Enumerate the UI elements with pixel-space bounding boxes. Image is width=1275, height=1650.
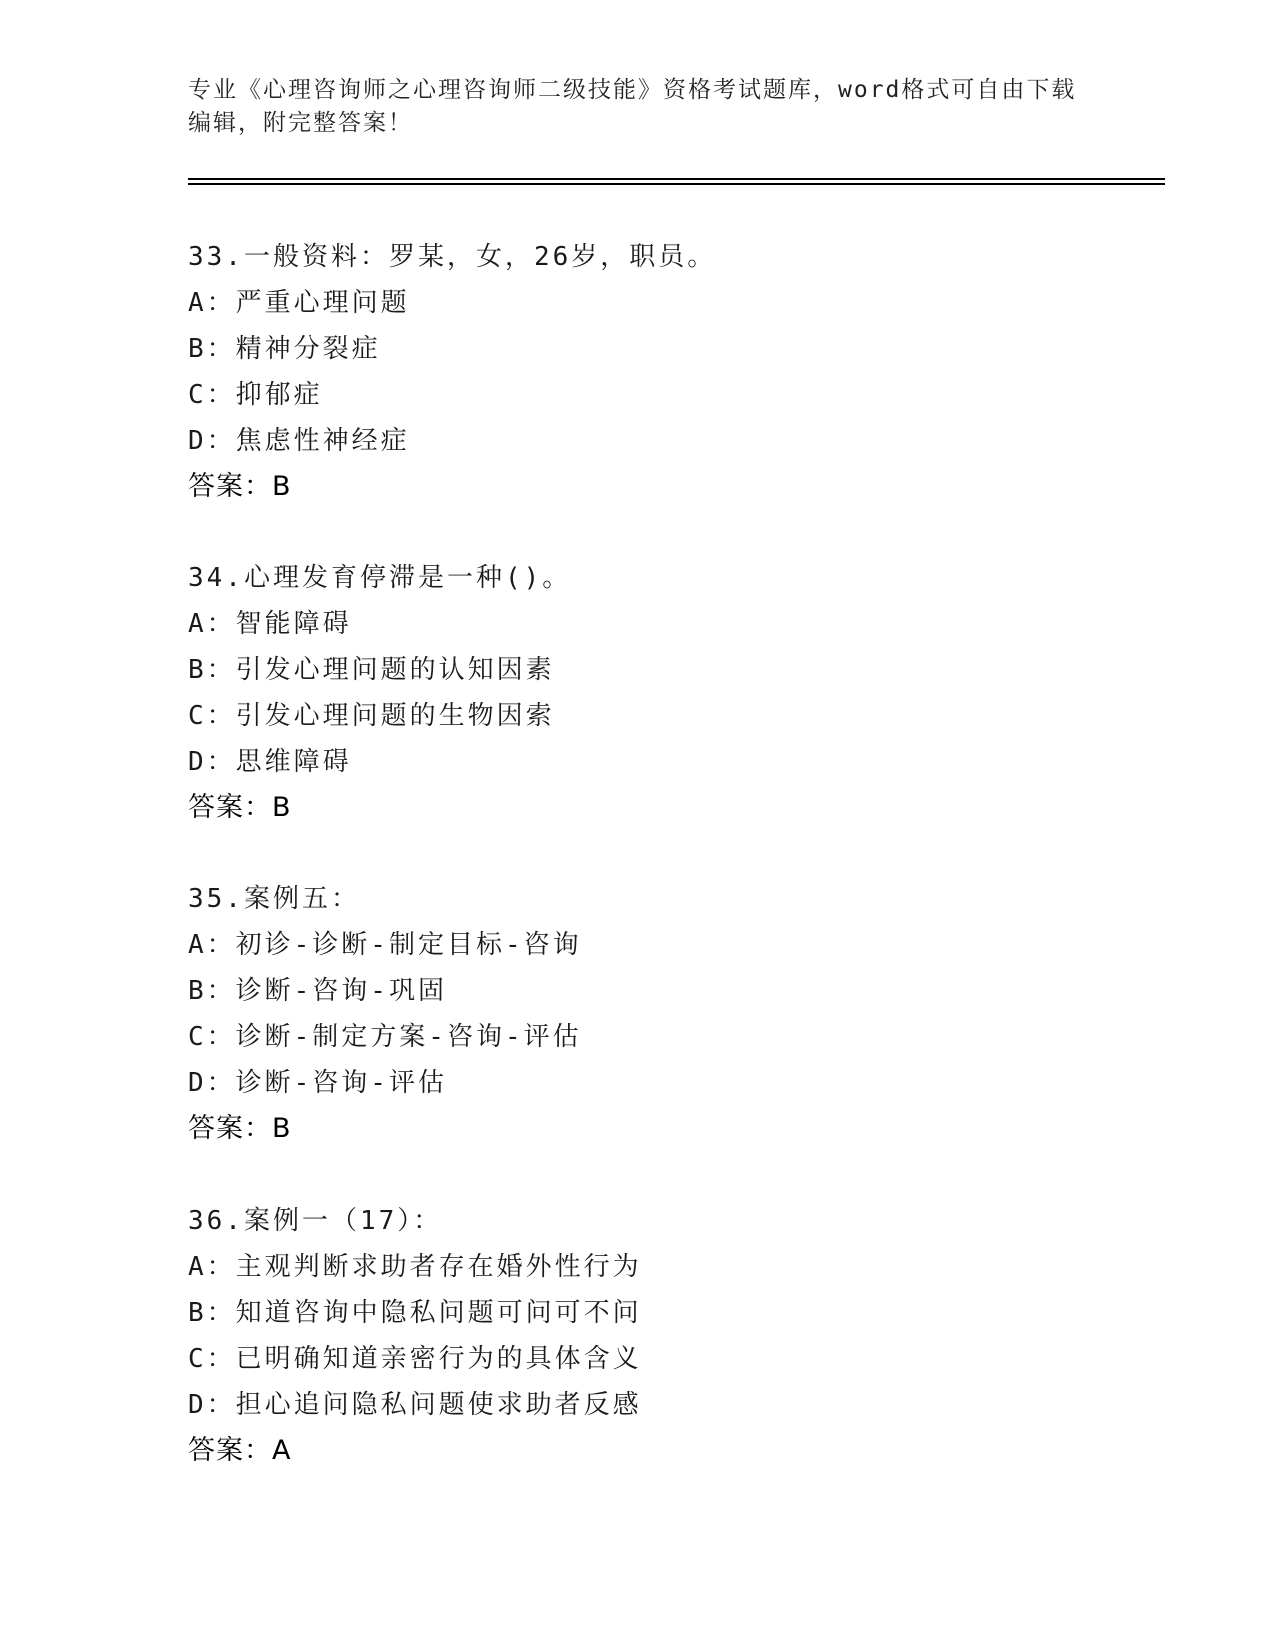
- option-b: B：知道咨询中隐私问题可问可不问: [188, 1298, 642, 1328]
- answer: 答案：A: [188, 1435, 292, 1466]
- document-header: [188, 74, 1088, 140]
- question-35: [188, 876, 1138, 1152]
- question-34: [188, 555, 1138, 831]
- option-c: C：抑郁症: [188, 380, 323, 410]
- answer: 答案：B: [188, 792, 292, 823]
- question-stem: 33.一般资料：罗某，女，26岁，职员。: [188, 242, 717, 272]
- header-line-2: 编辑，附完整答案！: [188, 110, 413, 136]
- option-a: A：智能障碍: [188, 609, 352, 639]
- header-divider-bottom: [188, 183, 1165, 185]
- question-33: [188, 234, 1138, 510]
- option-c: C：诊断-制定方案-咨询-评估: [188, 1022, 582, 1052]
- option-a: A：初诊-诊断-制定目标-咨询: [188, 930, 582, 960]
- option-c: C：引发心理问题的生物因索: [188, 701, 555, 731]
- question-stem: 36.案例一（17）：: [188, 1206, 443, 1236]
- question-36: [188, 1198, 1138, 1474]
- question-stem: 35.案例五：: [188, 884, 360, 914]
- answer: 答案：B: [188, 471, 292, 502]
- option-b: B：精神分裂症: [188, 334, 381, 364]
- option-b: B：引发心理问题的认知因素: [188, 655, 555, 685]
- option-d: D：焦虑性神经症: [188, 426, 410, 456]
- option-b: B：诊断-咨询-巩固: [188, 976, 447, 1006]
- header-line-1: 专业《心理咨询师之心理咨询师二级技能》资格考试题库，word格式可自由下载: [188, 77, 1077, 103]
- option-d: D：思维障碍: [188, 747, 352, 777]
- option-a: A：严重心理问题: [188, 288, 410, 318]
- option-a: A：主观判断求助者存在婚外性行为: [188, 1252, 642, 1282]
- option-d: D：担心追问隐私问题使求助者反感: [188, 1390, 642, 1420]
- option-c: C：已明确知道亲密行为的具体含义: [188, 1344, 642, 1374]
- header-divider-top: [188, 178, 1165, 180]
- answer: 答案：B: [188, 1113, 292, 1144]
- question-stem: 34.心理发育停滞是一种()。: [188, 563, 572, 593]
- option-d: D：诊断-咨询-评估: [188, 1068, 447, 1098]
